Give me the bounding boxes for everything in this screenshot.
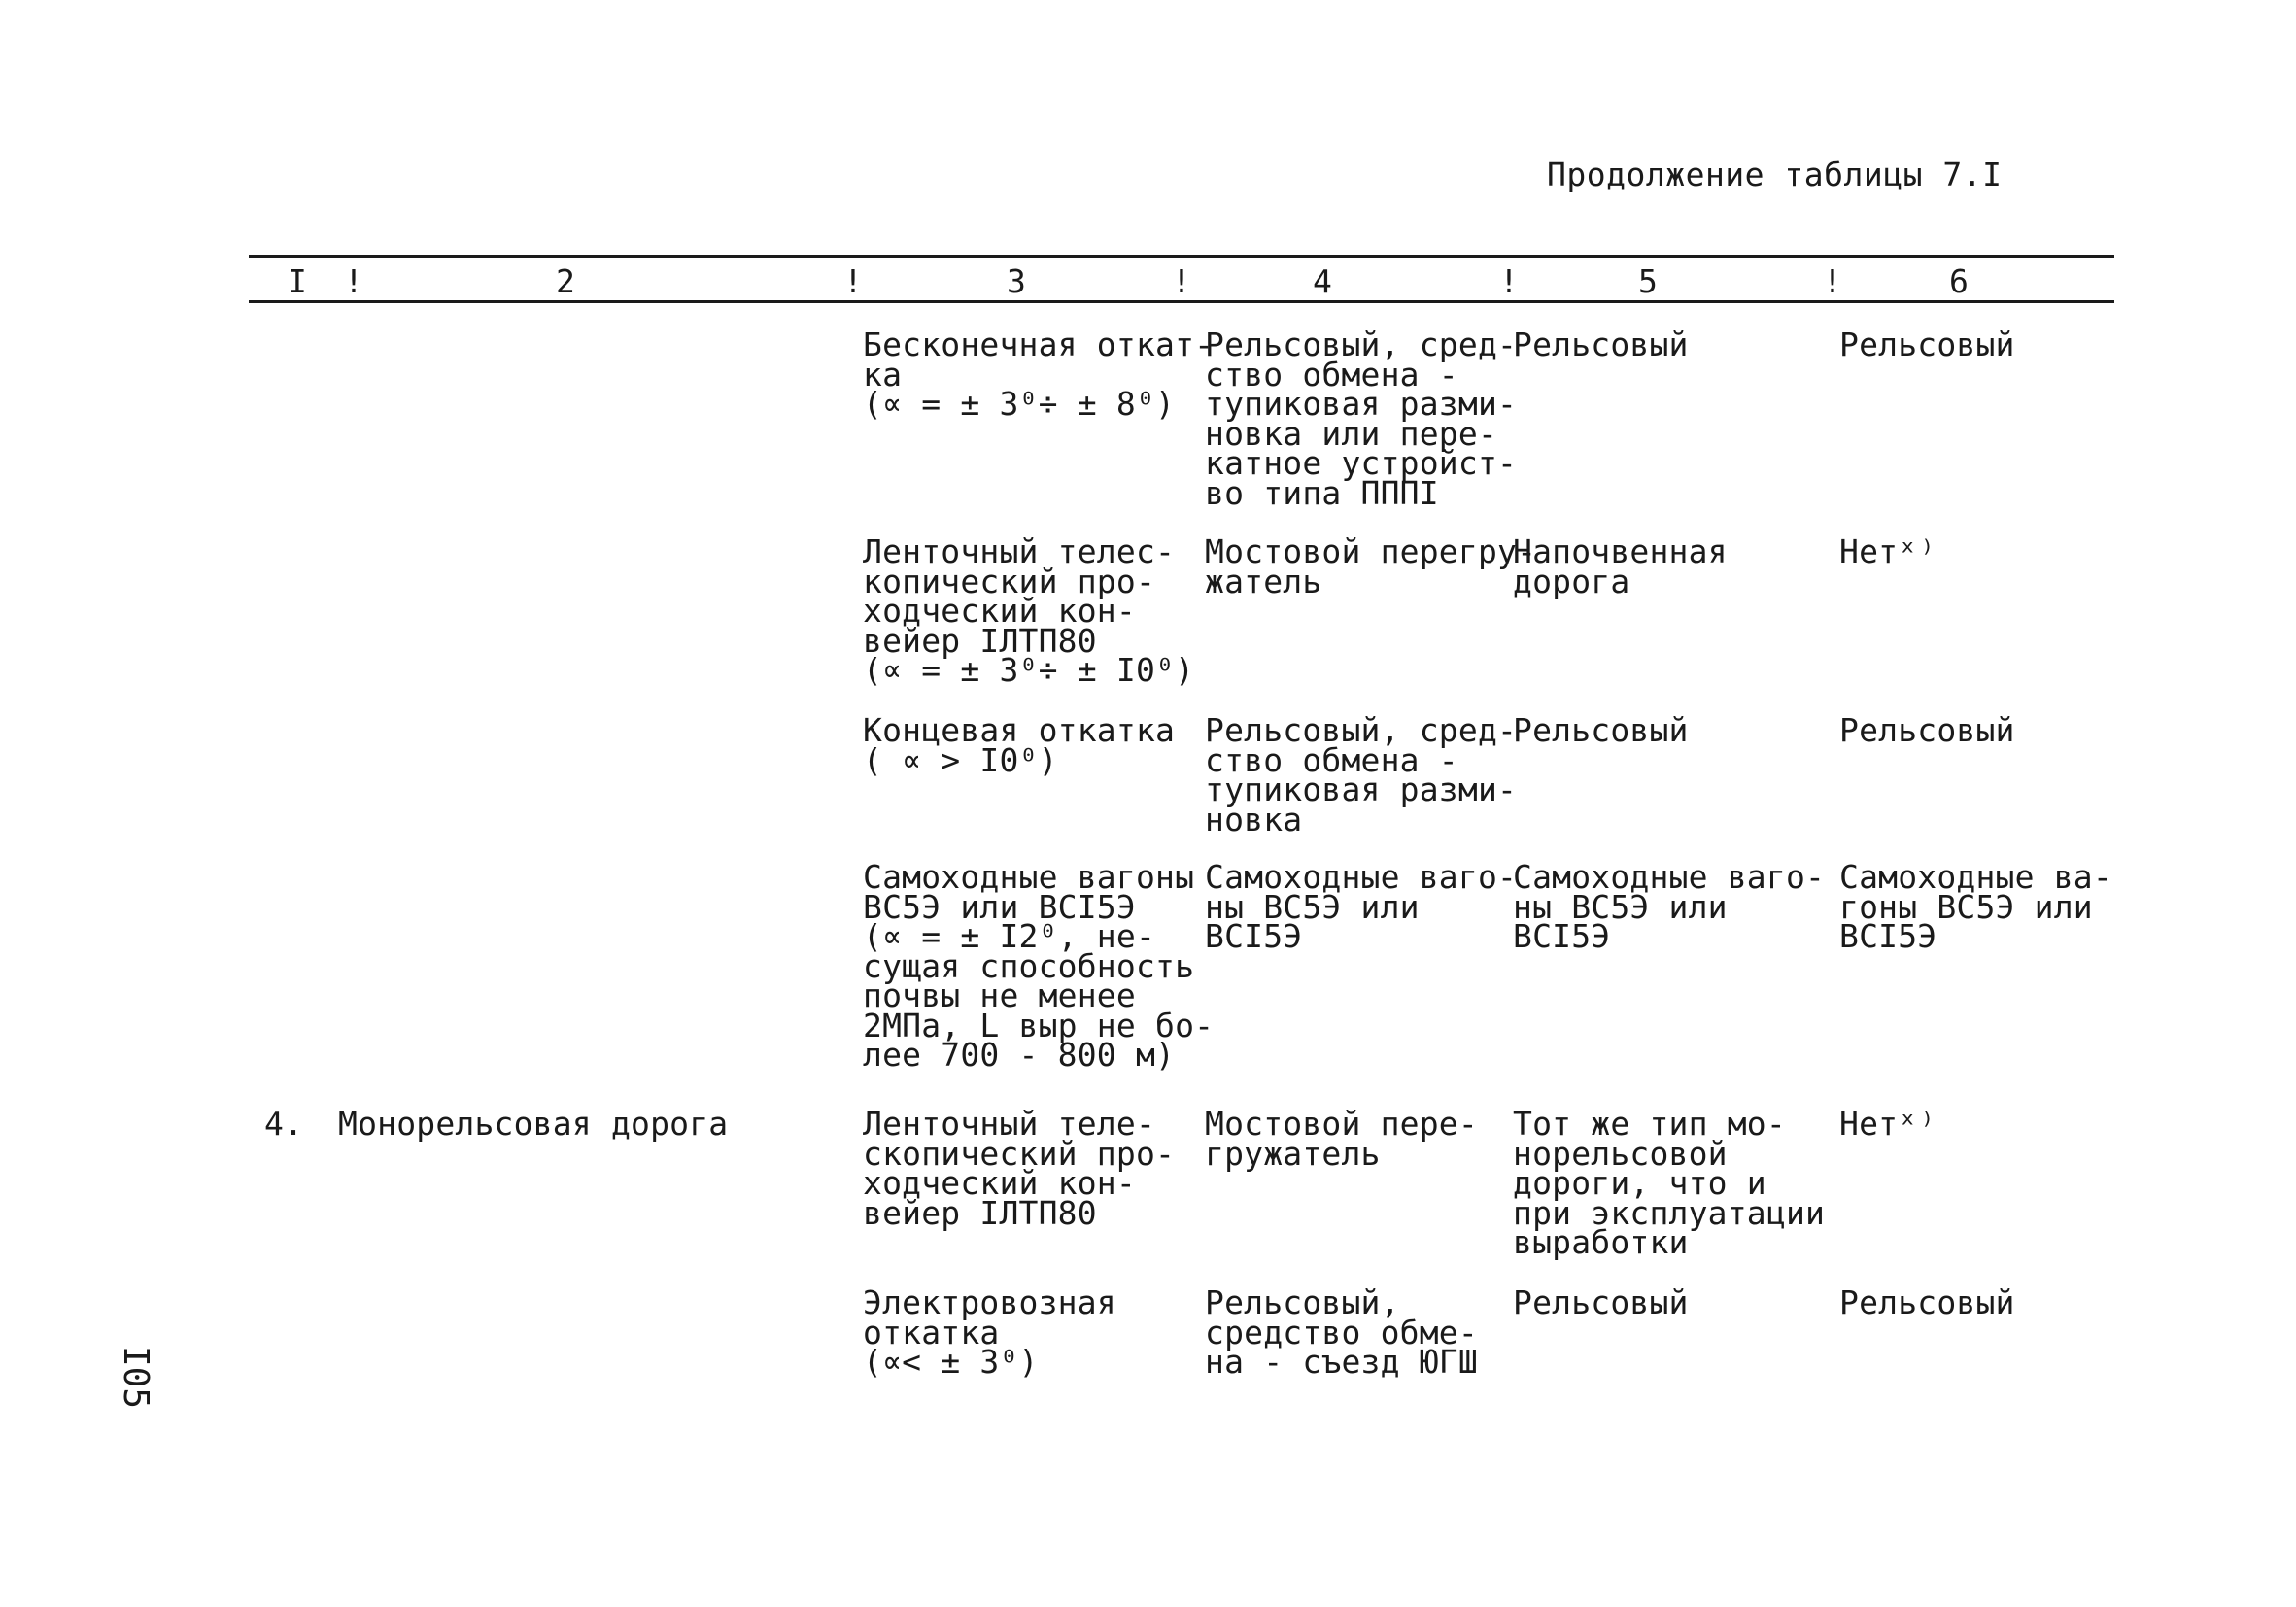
table-top-rule xyxy=(249,255,2114,258)
cell-col3: Электровозная откатка (∝< ± 3⁰) xyxy=(863,1283,1116,1381)
column-header-1: I xyxy=(288,262,307,300)
cell-col3: Концевая откатка ( ∝ > I0⁰) xyxy=(863,711,1176,779)
cell-col5: Тот же тип мо- норельсовой дороги, что и при эксплуатации выработки xyxy=(1513,1105,1826,1261)
cell-col4: Рельсовый, сред- ство обмена - тупиковая разми- новка xyxy=(1205,711,1518,838)
cell-col3: Ленточный телес- копический про- ходческий кон- вейер IЛТП80 (∝ = ± 3⁰÷ ± I0⁰) xyxy=(863,532,1195,689)
column-separator: ! xyxy=(1172,262,1191,300)
column-separator: ! xyxy=(1823,262,1842,300)
column-header-4: 4 xyxy=(1313,262,1332,300)
page-number: I05 xyxy=(116,1346,155,1410)
column-separator: ! xyxy=(843,262,863,300)
column-separator: ! xyxy=(1499,262,1519,300)
cell-col6: Самоходные ва- гоны ВС5Э или ВСI5Э xyxy=(1839,858,2112,955)
cell-col4: Самоходные ваго- ны ВС5Э или ВСI5Э xyxy=(1205,858,1518,955)
cell-col5: Самоходные ваго- ны ВС5Э или ВСI5Э xyxy=(1513,858,1826,955)
cell-col5: Рельсовый xyxy=(1513,1283,1689,1321)
cell-col6: Нетˣ⁾ xyxy=(1839,1105,1937,1143)
cell-col2: Монорельсовая дорога xyxy=(338,1105,729,1143)
cell-col6: Рельсовый xyxy=(1839,1283,2015,1321)
cell-col3: Бесконечная откат- ка (∝ = ± 3⁰÷ ± 8⁰) xyxy=(863,325,1215,423)
cell-col1: 4. xyxy=(264,1105,304,1143)
cell-col4: Рельсовый, сред- ство обмена - тупиковая разми- новка или пере- катное устройст- во типа ПППI xyxy=(1205,325,1518,512)
column-header-6: 6 xyxy=(1949,262,1969,300)
cell-col5: Рельсовый xyxy=(1513,325,1689,363)
table-header-rule xyxy=(249,300,2114,303)
column-separator: ! xyxy=(344,262,363,300)
cell-col6: Рельсовый xyxy=(1839,711,2015,749)
cell-col5: Рельсовый xyxy=(1513,711,1689,749)
cell-col4: Рельсовый, средство обме- на - съезд ЮГШ xyxy=(1205,1283,1478,1381)
column-header-5: 5 xyxy=(1638,262,1658,300)
cell-col3: Ленточный теле- скопический про- ходческий кон- вейер IЛТП80 xyxy=(863,1105,1176,1232)
page-title: Продолжение таблицы 7.I xyxy=(1547,155,2003,193)
column-header-2: 2 xyxy=(556,262,575,300)
cell-col3: Самоходные вагоны ВС5Э или ВСI5Э (∝ = ± I2⁰, не- сущая способность почвы не менее 2МПа, L выр не бо- лее 700 - 800 м) xyxy=(863,858,1215,1074)
cell-col4: Мостовой перегру- жатель xyxy=(1205,532,1537,600)
cell-col4: Мостовой пере- гружатель xyxy=(1205,1105,1478,1173)
column-header-3: 3 xyxy=(1007,262,1026,300)
cell-col6: Нетˣ⁾ xyxy=(1839,532,1937,570)
cell-col5: Напочвенная дорога xyxy=(1513,532,1728,600)
cell-col6: Рельсовый xyxy=(1839,325,2015,363)
